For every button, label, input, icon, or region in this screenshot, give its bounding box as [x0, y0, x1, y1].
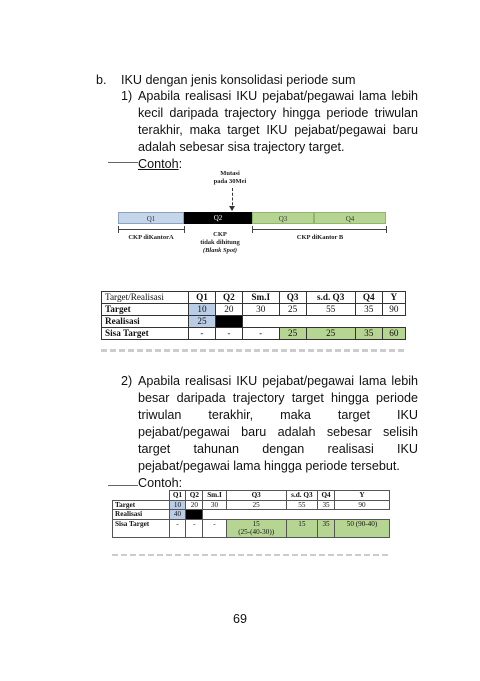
table-cell: - [189, 328, 216, 340]
table-header-row [102, 292, 406, 304]
table-cell: 35 [355, 328, 382, 340]
header-cell: Sm.I [203, 491, 226, 501]
header-cell: Y [335, 491, 390, 501]
header-cell: Y [382, 292, 405, 304]
item2-line: Apabila realisasi IKU pejabat/pegawai lama lebih [138, 374, 418, 388]
cut-text-line [112, 554, 390, 556]
table-1 [101, 291, 406, 340]
header-cell: Q4 [318, 491, 335, 501]
table-cell: 35 [355, 304, 382, 316]
header-cell: Target/Realisasi [102, 292, 189, 304]
middle-label: CKP tidak dihitung (Blank Spot) [200, 231, 240, 254]
table-cell: - [169, 519, 186, 537]
item1-paragraph [138, 88, 418, 173]
table-cell: 20 [215, 304, 242, 316]
table-cell: - [186, 519, 203, 537]
arrow-right-span [252, 229, 386, 230]
item2-number: 2) [121, 374, 133, 388]
table-cell: 25 [189, 316, 216, 328]
table-row [113, 500, 390, 510]
item1-line: Apabila realisasi IKU pejabat/pegawai lama lebih [138, 89, 418, 103]
item1-line: terakhir, maka target IKU pejabat/pegawai baru [138, 123, 418, 137]
row-label: Target [113, 500, 170, 510]
item2-line: pejabat/pegawai baru adalah sebesar selisih [138, 425, 418, 439]
table-cell: 90 [335, 500, 390, 510]
table-cell [226, 510, 286, 520]
table-cell: 50 (90-40) [335, 519, 390, 537]
table-cell [318, 510, 335, 520]
header-cell: Q4 [355, 292, 382, 304]
header-cell: s.d. Q3 [286, 491, 317, 501]
table-2 [112, 490, 390, 538]
segment-q4: Q4 [314, 212, 386, 224]
cut-text-line [101, 349, 406, 352]
arrow-tick [386, 226, 387, 233]
segment-q2: Q2 [184, 212, 252, 224]
segment-q1: Q1 [118, 212, 184, 224]
segment-q3: Q3 [252, 212, 314, 224]
item1-line: kecil daripada trajectory hingga periode triwulan [138, 106, 418, 120]
table-cell: - [203, 519, 226, 537]
row-label: Sisa Target [102, 328, 189, 340]
table-cell-q3 [226, 519, 286, 537]
divider [108, 485, 138, 486]
table-cell [279, 316, 306, 328]
page-number: 69 [232, 612, 247, 626]
table-cell: 40 [169, 510, 186, 520]
table-row [102, 304, 406, 316]
arrow-down-icon [229, 206, 235, 211]
table-cell: - [215, 328, 242, 340]
item2-example-label: Contoh: [138, 476, 183, 490]
arrow-tick [252, 226, 253, 233]
table-cell: 35 [318, 500, 335, 510]
item1-number: 1) [121, 89, 133, 103]
row-label: Realisasi [102, 316, 189, 328]
item2-line: pejabat/pegawai lama hingga periode tersebut. [138, 459, 400, 473]
header-cell: Q2 [215, 292, 242, 304]
table-cell: - [242, 328, 279, 340]
arrow-tick [118, 226, 119, 233]
item2-line: triwulan terakhir, maka target IKU [138, 408, 418, 422]
header-cell: s.d. Q3 [306, 292, 355, 304]
table-cell [286, 510, 317, 520]
table-row [113, 510, 390, 520]
table-cell [242, 316, 279, 328]
table-cell: 25 [226, 500, 286, 510]
table-cell [382, 316, 405, 328]
arrow-left-span [118, 229, 184, 230]
header-cell [113, 491, 170, 501]
table-cell: 90 [382, 304, 405, 316]
table-cell: 10 [189, 304, 216, 316]
table-cell: 20 [186, 500, 203, 510]
table-header-row [113, 491, 390, 501]
mutation-label: Mutasi pada 30Mei [213, 170, 247, 185]
divider [108, 162, 138, 163]
q3-value: 15 [252, 519, 260, 528]
row-label: Realisasi [113, 510, 170, 520]
table-cell: 10 [169, 500, 186, 510]
table-cell [203, 510, 226, 520]
q3-note: (25-(40-30)) [238, 528, 275, 536]
table-cell: 35 [318, 519, 335, 537]
table-cell [335, 510, 390, 520]
table-cell: 25 [279, 304, 306, 316]
left-label: CKP diKantorA [128, 234, 174, 241]
section-marker: b. [96, 73, 107, 87]
item2-paragraph [138, 373, 418, 492]
table-cell: 30 [203, 500, 226, 510]
item1-example-label: Contoh: [138, 157, 183, 171]
table-cell: 30 [242, 304, 279, 316]
table-row [113, 519, 390, 537]
row-label: Target [102, 304, 189, 316]
table-cell [186, 510, 203, 520]
table-cell [355, 316, 382, 328]
header-cell: Q1 [189, 292, 216, 304]
item2-line: target tahunan dengan realisasi IKU [138, 442, 418, 456]
table-cell: 55 [286, 500, 317, 510]
table-row [102, 328, 406, 340]
header-cell: Q2 [186, 491, 203, 501]
table-cell: 25 [279, 328, 306, 340]
header-cell: Sm.I [242, 292, 279, 304]
table-row [102, 316, 406, 328]
row-label: Sisa Target [113, 519, 170, 537]
item2-line: besar daripada trajectory target hingga periode [138, 391, 418, 405]
header-cell: Q1 [169, 491, 186, 501]
section-title: IKU dengan jenis konsolidasi periode sum [121, 73, 356, 87]
table-cell [215, 316, 242, 328]
table-cell: 60 [382, 328, 405, 340]
right-label: CKP diKantor B [296, 234, 344, 241]
header-cell: Q3 [226, 491, 286, 501]
table-cell: 15 [286, 519, 317, 537]
arrow-tick [184, 226, 185, 233]
item1-line: adalah sebesar sisa trajectory target. [138, 140, 345, 154]
table-cell: 55 [306, 304, 355, 316]
table-cell: 25 [306, 328, 355, 340]
header-cell: Q3 [279, 292, 306, 304]
table-cell [306, 316, 355, 328]
